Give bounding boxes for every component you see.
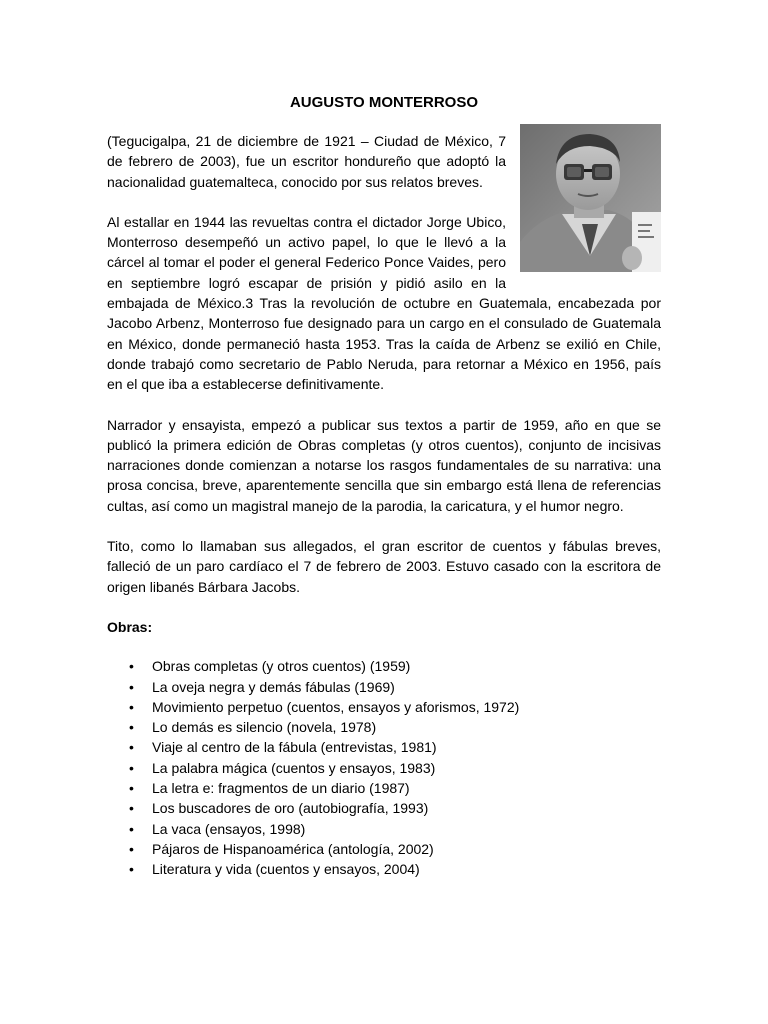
work-title: Literatura y vida (cuentos y ensayos, 2004): [152, 861, 420, 878]
work-title: Movimiento perpetuo (cuentos, ensayos y aforismos, 1972): [152, 698, 520, 715]
list-item: [107, 819, 661, 839]
work-title: Obras completas (y otros cuentos) (1959): [152, 658, 411, 675]
work-title: La palabra mágica (cuentos y ensayos, 1983): [152, 759, 436, 776]
list-item: [107, 717, 661, 737]
bullet-icon: •: [129, 820, 134, 837]
intro-paragraph: (Tegucigalpa, 21 de diciembre de 1921 – Ciudad de México, 7 de febrero de 2003), fue un escritor hondureño que adoptó la nacionalidad guatemalteca, conocido por sus relatos breves.: [107, 133, 506, 190]
bullet-icon: •: [129, 861, 134, 878]
document-title: AUGUSTO MONTERROSO: [289, 94, 479, 111]
works-heading: Obras:: [107, 618, 153, 635]
list-item: [107, 697, 661, 717]
list-item: [107, 677, 661, 697]
list-item: [107, 798, 661, 818]
list-item: [107, 839, 661, 859]
bullet-icon: •: [129, 800, 134, 817]
list-item: [107, 737, 661, 757]
biography-paragraph: Al estallar en 1944 las revueltas contra el dictador Jorge Ubico, Monterroso desempeñó un activo papel, lo que le llevó a la cárcel al tomar el poder el general Federico Ponce Vaides, pero en septiembre logró escapar de prisión y pidió asilo en la embajada de México.3 Tras la revolución de octubre en Guatemala, encabezada por Jacobo Arbenz, Monterroso fue designado para un cargo en el consulado de Guatemala en México, donde permaneció hasta 1953. Tras la caída de Arbenz se exilió en Chile, donde trabajó como secretario de Pablo Neruda, para retornar a México en 1956, país en el que iba a establecerse definitivamente.: [107, 213, 661, 393]
list-item: [107, 656, 661, 676]
list-item: [107, 778, 661, 798]
works-list: [107, 656, 661, 879]
work-title: La vaca (ensayos, 1998): [152, 820, 306, 837]
bullet-icon: •: [129, 759, 134, 776]
work-title: Pájaros de Hispanoamérica (antología, 2002): [152, 840, 434, 857]
work-title: La letra e: fragmentos de un diario (1987): [152, 780, 410, 797]
bullet-icon: •: [129, 698, 134, 715]
work-title: La oveja negra y demás fábulas (1969): [152, 678, 395, 695]
bullet-icon: •: [129, 840, 134, 857]
bullet-icon: •: [129, 658, 134, 675]
document-page: [107, 0, 661, 880]
portrait-photo: [520, 124, 661, 272]
work-title: Los buscadores de oro (autobiografía, 1993): [152, 800, 429, 817]
bullet-icon: •: [129, 780, 134, 797]
bullet-icon: •: [129, 678, 134, 695]
bullet-icon: •: [129, 719, 134, 736]
work-title: Lo demás es silencio (novela, 1978): [152, 719, 377, 736]
portrait-photo-image: [520, 124, 661, 272]
list-item: [107, 859, 661, 879]
bullet-icon: •: [129, 739, 134, 756]
list-item: [107, 758, 661, 778]
death-paragraph: Tito, como lo llamaban sus allegados, el gran escritor de cuentos y fábulas breves, falleció de un paro cardíaco el 7 de febrero de 2003. Estuvo casado con la escritora de origen libanés Bárbara Jacobs.: [107, 538, 661, 595]
career-paragraph: Narrador y ensayista, empezó a publicar sus textos a partir de 1959, año en que se publicó la primera edición de Obras completas (y otros cuentos), conjunto de incisivas narraciones donde comienzan a notarse los rasgos fundamentales de su narrativa: una prosa concisa, breve, aparentemente sencilla que sin embargo está llena de referencias cultas, así como un magistral manejo de la parodia, la caricatura, y el humor negro.: [107, 416, 661, 514]
work-title: Viaje al centro de la fábula (entrevistas, 1981): [152, 739, 437, 756]
